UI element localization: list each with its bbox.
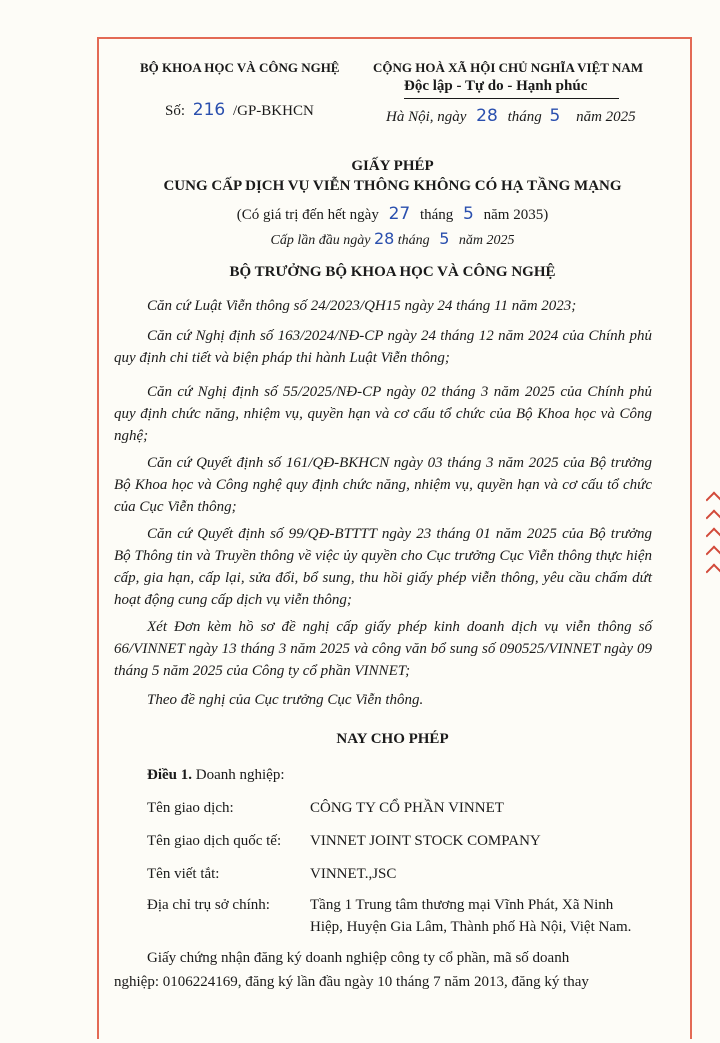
- validity-year: năm 2035): [483, 207, 549, 223]
- date-year: năm 2025: [576, 109, 636, 125]
- authority-heading: BỘ TRƯỞNG BỘ KHOA HỌC VÀ CÔNG NGHỆ: [229, 264, 556, 280]
- number-prefix: Số:: [165, 103, 186, 119]
- motto-underline: [404, 98, 619, 99]
- motto: Độc lập - Tự do - Hạnh phúc: [404, 78, 588, 94]
- validity-month: 5: [463, 204, 474, 224]
- certificate-line2: nghiệp: 0106224169, đăng ký lần đầu ngày 10 tháng 7 năm 2013, đăng ký thay: [114, 974, 589, 990]
- document-number: [165, 100, 314, 120]
- stamp-fragment: [706, 488, 720, 608]
- validity-day: 27: [388, 204, 411, 224]
- field-value-address-line2: Hiệp, Huyện Gia Lâm, Thành phố Hà Nội, Việt Nam.: [310, 919, 632, 935]
- issued-year: năm 2025: [458, 233, 515, 248]
- field-label-address: Địa chỉ trụ sở chính:: [147, 897, 270, 913]
- title-line2: CUNG CẤP DỊCH VỤ VIỄN THÔNG KHÔNG CÓ HẠ TẦNG MẠNG: [163, 178, 622, 194]
- legal-basis-6: Xét Đơn kèm hồ sơ đề nghị cấp giấy phép kinh doanh dịch vụ viễn thông số 66/VINNET ngày 13 tháng 3 năm 2025 và công văn bổ sung số 090525/VINNET ngày 09 tháng 5 năm 2025 của Công ty cổ phần VINNET;: [114, 619, 652, 679]
- field-label-short-name: Tên viết tắt:: [147, 866, 220, 882]
- issue-date: [386, 106, 636, 126]
- title-line1: GIẤY PHÉP: [351, 158, 434, 174]
- legal-basis-7: Theo đề nghị của Cục trưởng Cục Viễn thông.: [147, 692, 424, 708]
- legal-basis-3: Căn cứ Nghị định số 55/2025/NĐ-CP ngày 02 tháng 3 năm 2025 của Chính phủ quy định chức năng, nhiệm vụ, quyền hạn và cơ cấu tổ chức của Bộ Khoa học và Công nghệ;: [114, 384, 652, 444]
- legal-basis-1: Căn cứ Luật Viễn thông số 24/2023/QH15 ngày 24 tháng 11 năm 2023;: [147, 298, 577, 314]
- date-month-label: tháng: [507, 109, 542, 125]
- issued-line: [100, 229, 685, 249]
- issued-month-label: tháng: [397, 233, 430, 248]
- validity-month-label: tháng: [419, 207, 454, 223]
- grant-heading: NAY CHO PHÉP: [336, 731, 449, 747]
- legal-basis-4: Căn cứ Quyết định số 161/QĐ-BKHCN ngày 03 tháng 3 năm 2025 của Bộ trưởng Bộ Khoa học và Công nghệ quy định chức năng, nhiệm vụ, quyền hạn và cơ cấu tổ chức của Cục Viễn thông;: [114, 455, 652, 515]
- certificate-line1: Giấy chứng nhận đăng ký doanh nghiệp công ty cổ phần, mã số doanh: [147, 950, 570, 966]
- number-suffix: /GP-BKHCN: [232, 103, 314, 119]
- legal-basis-2: Căn cứ Nghị định số 163/2024/NĐ-CP ngày 24 tháng 12 năm 2024 của Chính phủ quy định chi tiết và biện pháp thi hành Luật Viễn thông;: [114, 328, 652, 366]
- validity-prefix: (Có giá trị đến hết ngày: [236, 207, 379, 223]
- field-value-intl-name: VINNET JOINT STOCK COMPANY: [310, 833, 541, 849]
- validity-line: [100, 204, 685, 224]
- number-handwritten: 216: [192, 100, 226, 120]
- country-name: CỘNG HOÀ XÃ HỘI CHỦ NGHĨA VIỆT NAM: [373, 60, 644, 75]
- article1-heading: [147, 767, 284, 784]
- field-value-short-name: VINNET.,JSC: [310, 866, 397, 882]
- article1-text: Doanh nghiệp:: [195, 767, 285, 783]
- field-value-trade-name: CÔNG TY CỔ PHẦN VINNET: [310, 800, 504, 816]
- field-value-address-line1: Tầng 1 Trung tâm thương mại Vĩnh Phát, Xã Ninh: [310, 897, 614, 913]
- legal-basis-5: Căn cứ Quyết định số 99/QĐ-BTTTT ngày 23 tháng 01 năm 2025 của Bộ trưởng Bộ Thông tin và Truyền thông về việc ủy quyền cho Cục trưởng Cục Viễn thông thực hiện cấp, gia hạn, cấp lại, sửa đổi, bổ sung, thu hồi giấy phép viễn thông, yêu cầu chấm dứt hoạt động cung cấp dịch vụ viễn thông;: [114, 526, 652, 608]
- field-label-trade-name: Tên giao dịch:: [147, 800, 234, 816]
- ministry-name: BỘ KHOA HỌC VÀ CÔNG NGHỆ: [140, 60, 340, 75]
- issued-month: 5: [439, 229, 450, 248]
- date-prefix: Hà Nội, ngày: [386, 109, 467, 125]
- date-month: 5: [549, 106, 561, 126]
- issued-prefix: Cấp lần đầu ngày: [270, 233, 371, 248]
- field-label-intl-name: Tên giao dịch quốc tế:: [147, 833, 282, 849]
- article1-label: Điều 1.: [147, 767, 192, 783]
- date-day: 28: [476, 106, 498, 126]
- issued-day: 28: [373, 229, 395, 248]
